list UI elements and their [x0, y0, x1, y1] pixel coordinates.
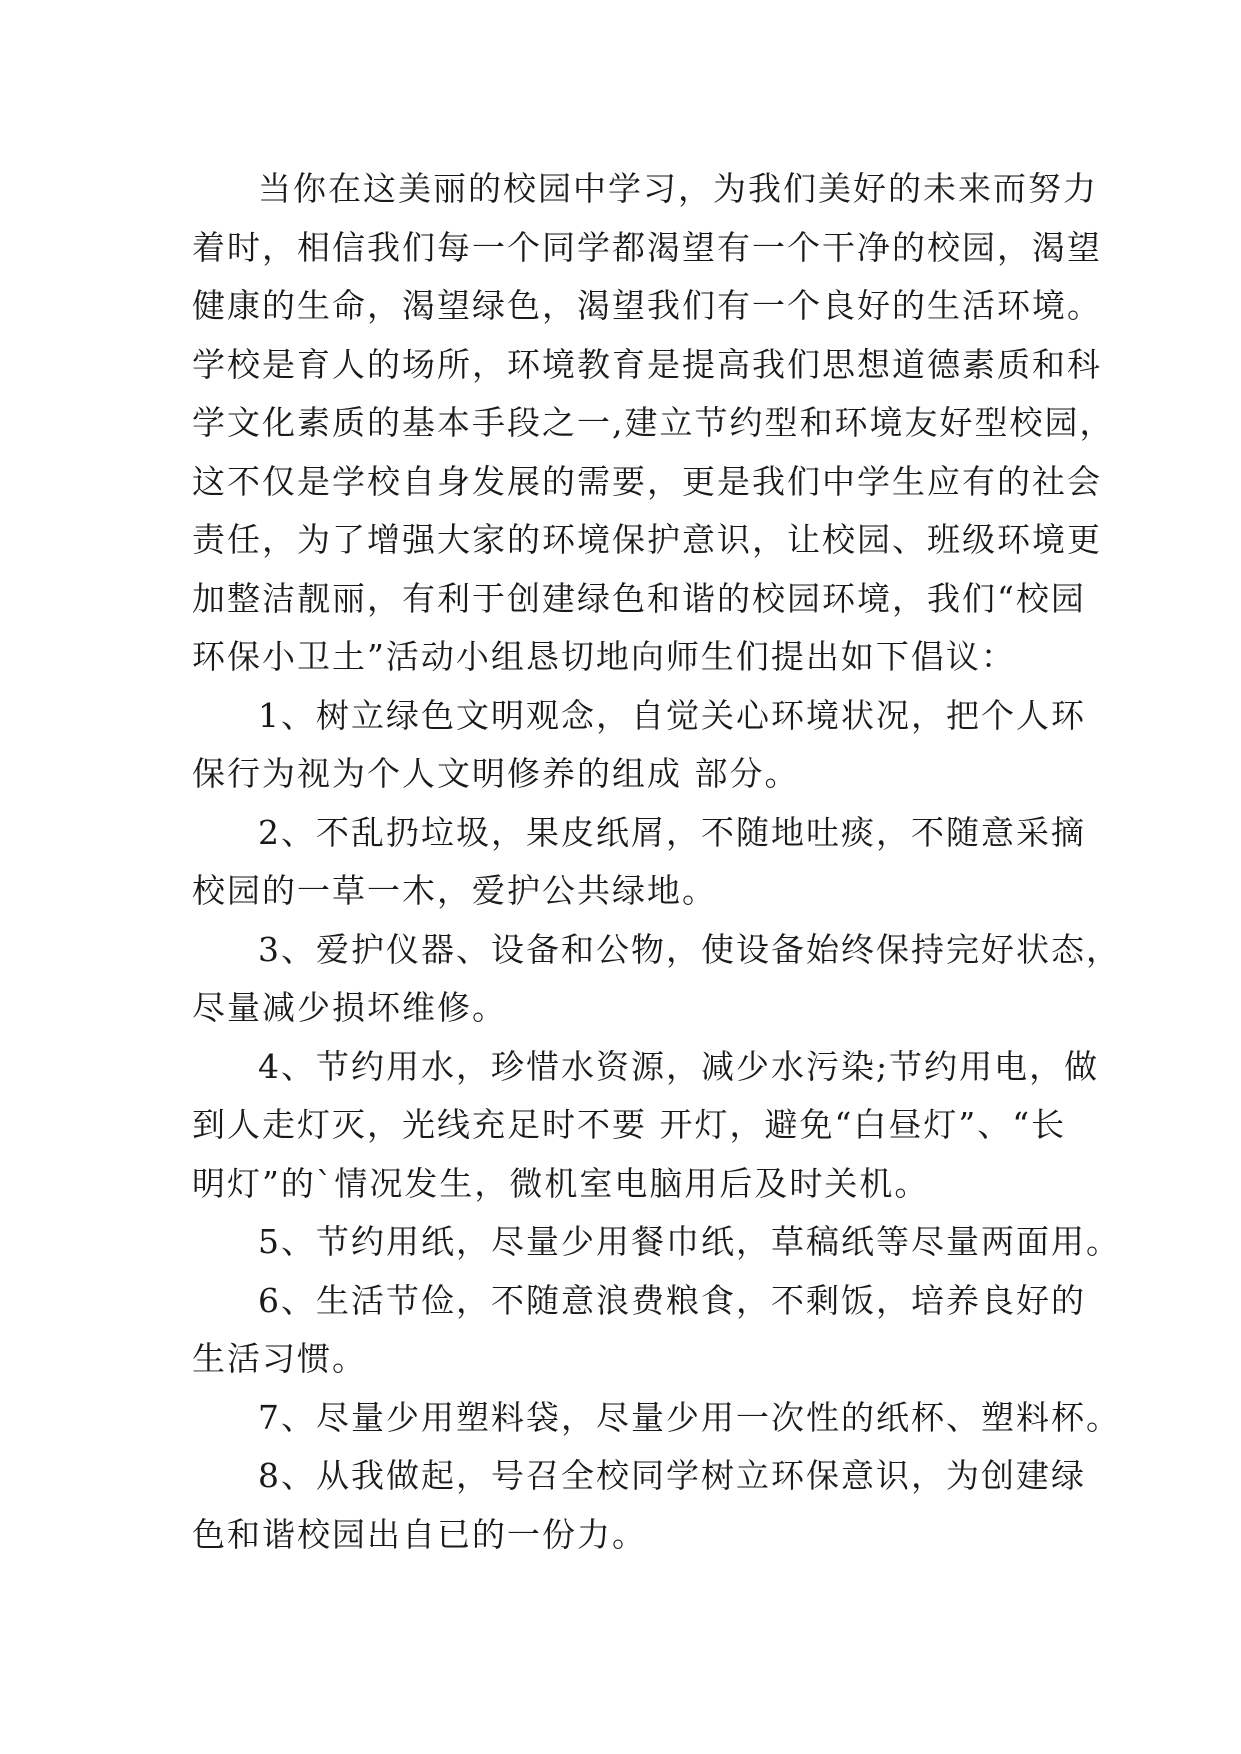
document-body	[192, 160, 1121, 1564]
text-line: 1、树立绿色文明观念，自觉关心环境状况，把个人环	[258, 695, 1086, 735]
proposal-item-3	[192, 921, 1121, 1038]
text-line: 学文化素质的基本手段之一,建立节约型和环境友好型校园，	[192, 403, 1115, 442]
proposal-item-5	[192, 1213, 1121, 1272]
text-line: 色和谐校园出自已的一份力。	[192, 1514, 647, 1554]
text-line: 保行为视为个人文明修养的组成 部分。	[192, 754, 800, 793]
text-line: 3、爱护仪器、设备和公物，使设备始终保持完好状态，	[258, 929, 1121, 969]
text-line: 这不仅是学校自身发展的需要，更是我们中学生应有的社会	[192, 461, 1102, 501]
text-line: 明灯”的`情况发生，微机室电脑用后及时关机。	[192, 1163, 930, 1203]
proposal-item-7	[192, 1389, 1121, 1448]
text-line: 6、生活节俭，不随意浪费粮食，不剩饭，培养良好的	[258, 1280, 1086, 1320]
text-line: 健康的生命，渴望绿色，渴望我们有一个良好的生活环境。	[192, 286, 1102, 325]
proposal-item-6	[192, 1272, 1086, 1389]
text-line: 8、从我做起，号召全校同学树立环保意识，为创建绿	[258, 1456, 1086, 1495]
text-line: 加整洁靓丽，有利于创建绿色和谐的校园环境，我们“校园	[192, 578, 1086, 618]
text-line: 4、节约用水，珍惜水资源，减少水污染;节约用电，做	[258, 1046, 1100, 1086]
proposal-item-4	[192, 1038, 1100, 1214]
text-line: 责任，为了增强大家的环境保护意识，让校园、班级环境更	[192, 520, 1102, 559]
text-line: 校园的一草一木，爱护公共绿地。	[192, 871, 717, 910]
text-line: 着时，相信我们每一个同学都渴望有一个干净的校园，渴望	[192, 227, 1102, 267]
text-line: 尽量减少损坏维修。	[192, 988, 507, 1027]
intro-paragraph	[192, 160, 1115, 687]
text-line: 7、尽量少用塑料袋，尽量少用一次性的纸杯、塑料杯。	[258, 1397, 1121, 1437]
text-line: 生活习惯。	[192, 1339, 367, 1378]
text-line: 2、不乱扔垃圾，果皮纸屑，不随地吐痰，不随意采摘	[258, 812, 1086, 852]
proposal-item-2	[192, 804, 1086, 921]
text-line: 环保小卫土”活动小组恳切地向师生们提出如下倡议：	[192, 637, 1016, 676]
text-line: 5、节约用纸，尽量少用餐巾纸，草稿纸等尽量两面用。	[258, 1222, 1121, 1261]
text-line: 当你在这美丽的校园中学习，为我们美好的未来而努力	[258, 169, 1098, 208]
proposal-item-8	[192, 1447, 1086, 1564]
text-line: 学校是育人的场所，环境教育是提高我们思想道德素质和科	[192, 344, 1102, 384]
text-line: 到人走灯灭，光线充足时不要 开灯，避免“白昼灯”、“长	[192, 1105, 1067, 1144]
proposal-item-1	[192, 687, 1086, 804]
